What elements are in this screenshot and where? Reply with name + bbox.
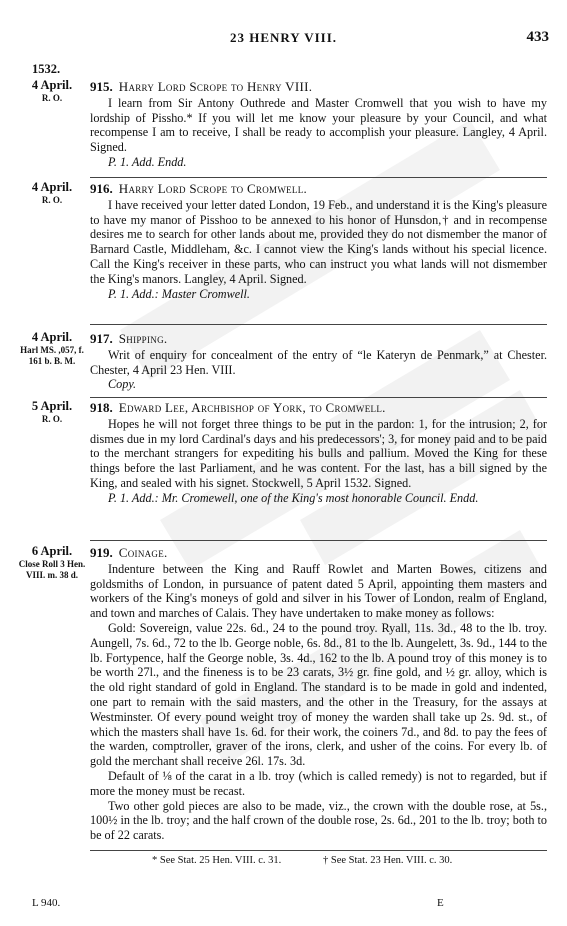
entry-body [90, 401, 547, 506]
running-title: 23 HENRY VIII. [229, 30, 338, 45]
footnote: * See Stat. 25 Hen. VIII. c. 31. [152, 855, 282, 866]
signature-mark-left: L 940. [32, 897, 61, 909]
entry-date: 4 April. [31, 78, 73, 92]
entry-number: 918. [90, 400, 113, 415]
entry-paragraph: Two other gold pieces are also to be made, viz., the crown with the double rose, at 5s., 100½ in the lb. troy; and the half crown of the double rose, 2s. 6d., 201 to the lb. troy; both to be of 22 carats. [90, 798, 547, 843]
entry-text: I learn from Sir Antony Outhrede and Master Cromwell that you wish to have my lordship of Pissho.* If you will let me know your pleasure by your Council, and what recompense I am to receive, I shall be ready to accomplish your pleasure. Langley, 4 April. Signed. [90, 95, 547, 155]
entry-heading [90, 546, 547, 561]
entry-heading [90, 80, 547, 95]
year-label: 1532. [32, 62, 61, 76]
entry-source: R. O. [41, 195, 63, 205]
entry-source: Harl MS. ,057, f. 161 b. B. M. [20, 345, 84, 366]
entry-text: Hopes he will not forget three things to be put in the pardon: 1, for the intrusion; 2, for dismes due in my lord Cardinal's days and his predecessors'; 3, for money paid and to be paid to the merchant strangers for expediting his bulls and pallium. Moved the King for these things before the last Parliament, and he was content. For the last, has a bill signed by the King, and sealed with his signet. Stockwell, 5 April 1532. Signed. [90, 416, 547, 490]
entry-title: Coinage. [118, 545, 168, 560]
entry-note: P. 1. Add.: Mr. Cromewell, one of the King's most honorable Council. Endd. [108, 490, 479, 505]
entry-date: 4 April. [31, 330, 73, 344]
entry-number: 919. [90, 545, 113, 560]
running-header [0, 30, 567, 46]
entry-heading [90, 401, 547, 416]
entry-number: 916. [90, 181, 113, 196]
entry-number: 917. [90, 331, 113, 346]
entry-date: 4 April. [31, 180, 73, 194]
entry-paragraph: Gold: Sovereign, value 22s. 6d., 24 to the pound troy. Ryall, 11s. 3d., 48 to the lb. troy. Aungell, 7s. 6d., 72 to the lb. George noble, 6s. 8d., 81 to the lb. Aungelett, 3s. 9d., 144 to the lb. Fortypence, half the George noble, 3s. 4d., 162 to the lb. A pound troy of this money is to be worth 27l., and the fineness is to be 23 carats, 3½ gr. fine gold, and ½ gr. alloy, which is the old right standard of gold in England. The standard is to be made in gold and indented, one part to remain with the said masters, and the other in the Treasury, for the assays at Westminster. Of every pound weight troy of money the warden shall take up 2s. 9d. st., of which the masters shall have 1s. 6d. for their work, the coiners 7d., and 8d. to pay the fees of the warden, comptroller, graver of the irons, clerk, and usher of the coins. For every lb. of gold the merchant shall receive 26l. 17s. 3d. [90, 620, 547, 769]
entry-title: Harry Lord Scrope to Cromwell. [118, 181, 308, 196]
entry-title: Harry Lord Scrope to Henry VIII. [118, 79, 313, 94]
divider [90, 324, 547, 325]
divider [90, 177, 547, 178]
entry-paragraph: Default of ⅛ of the carat in a lb. troy (which is called remedy) is not to regarded, but if more the money must be recast. [90, 768, 547, 798]
entry-date: 5 April. [31, 399, 73, 413]
entry-heading [90, 182, 547, 197]
entry-source: R. O. [41, 93, 63, 103]
entry-number: 915. [90, 79, 113, 94]
divider [90, 540, 547, 541]
page-number: 433 [526, 29, 549, 45]
entry-margin [16, 546, 88, 581]
entry-heading [90, 332, 547, 347]
entry-title: Edward Lee, Archbishop of York, to Cromwell. [118, 400, 386, 415]
entry-body [90, 182, 547, 301]
footnote-divider [90, 850, 547, 851]
footnote: † See Stat. 23 Hen. VIII. c. 30. [323, 855, 453, 866]
entry-margin [16, 182, 88, 206]
entry-source: R. O. [41, 414, 63, 424]
entry-date: 6 April. [31, 544, 73, 558]
entry-source: Close Roll 3 Hen. VIII. m. 38 d. [18, 559, 86, 580]
entry-body [90, 80, 547, 170]
entry-text: I have received your letter dated London, 19 Feb., and understand it is the King's pleasure to have my manor of Pisshoo to be annexed to his honor of Hunsdon,† and in recompense desires me to search for other lands about me, provided they do not dismember the manor of Barnard Castle, Middleham, &c. I cannot view the King's lands without his special licence. Call the King's receiver in these parts, who can instruct you what lands will not dismember the King's manors. Langley, 4 April. Signed. [90, 197, 547, 286]
divider [90, 397, 547, 398]
footnotes [0, 855, 567, 869]
entry-text: Indenture between the King and Rauff Rowlet and Marten Bowes, citizens and goldsmiths of London, in pursuance of patent dated 5 April, appointing them masters and workers of the King's moneys of gold and silver in his Tower of London, realm of England, and town and marches of Calais. They have undertaken to make money as follows: [90, 561, 547, 621]
entry-note: P. 1. Add. Endd. [108, 154, 187, 169]
entry-title: Shipping. [118, 331, 168, 346]
entry-note: P. 1. Add.: Master Cromwell. [108, 286, 250, 301]
entry-text: Writ of enquiry for concealment of the entry of “le Kateryn de Penmark,” at Chester. Chester, 4 April 23 Hen. VIII. [90, 347, 547, 377]
signature-mark-right: E [437, 897, 444, 909]
entry-body [90, 546, 547, 843]
entry-margin [16, 401, 88, 425]
entry-body [90, 332, 547, 392]
entry-margin [16, 332, 88, 367]
entry-note: Copy. [108, 377, 137, 392]
entry-margin [16, 80, 88, 104]
